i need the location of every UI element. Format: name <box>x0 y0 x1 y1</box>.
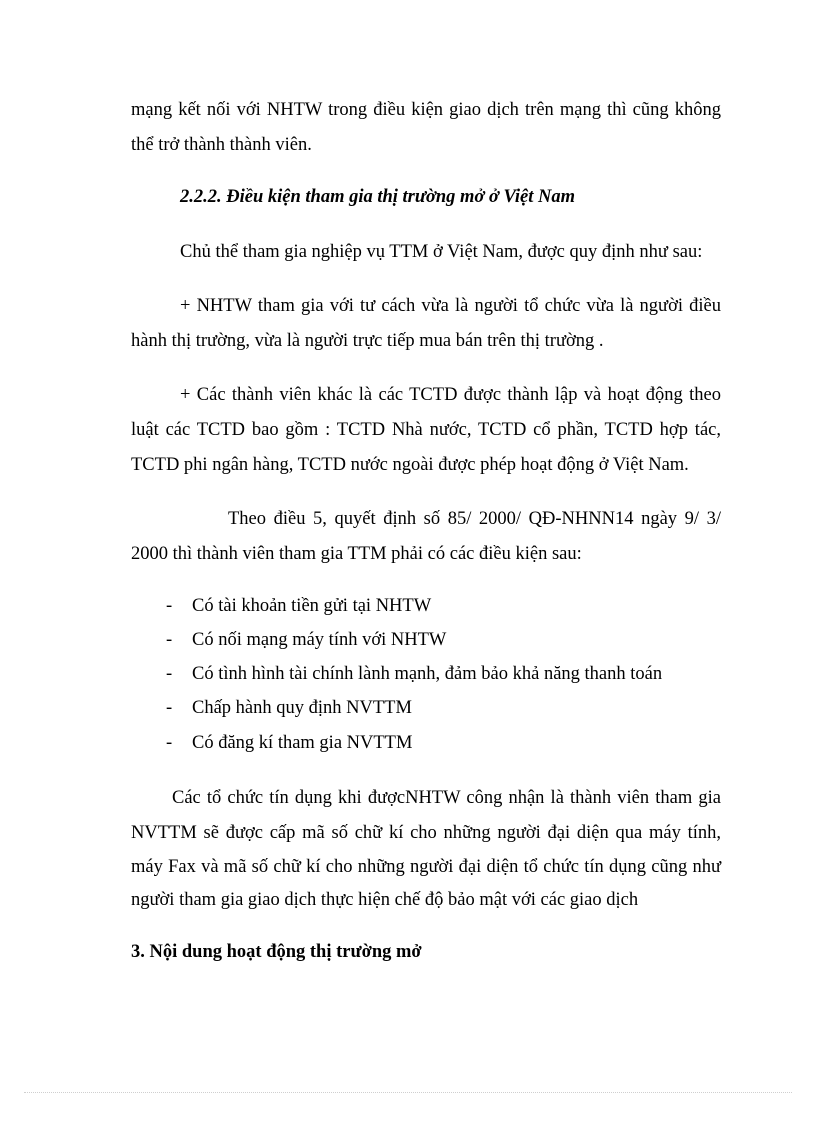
list-item <box>166 733 412 754</box>
para-intro-line-1: mạng kết nối với NHTW trong điều kiện giao dịch trên mạng thì cũng không <box>131 100 721 120</box>
list-item <box>166 698 412 719</box>
para-nhtw-line-2: hành thị trường, vừa là người trực tiếp mua bán trên thị trường . <box>131 331 604 351</box>
section-heading-3: 3. Nội dung hoạt động thị trường mở <box>131 942 422 962</box>
para-intro-line-2: thể trở thành thành viên. <box>131 135 312 155</box>
bullet-dash: - <box>166 664 173 684</box>
list-item <box>166 596 431 617</box>
para-credit-orgs-line-1: Các tổ chức tín dụng khi đượcNHTW công nhận là thành viên tham gia <box>172 788 721 808</box>
para-decision-line-2: 2000 thì thành viên tham gia TTM phải có các điều kiện sau: <box>131 544 582 564</box>
section-heading-2-2-2: 2.2.2. Điều kiện tham gia thị trường mở ở Việt Nam <box>180 187 575 207</box>
list-item-text: Có nối mạng máy tính với NHTW <box>192 630 447 650</box>
para-subjects-line-1: Chủ thể tham gia nghiệp vụ TTM ở Việt Nam, được quy định như sau: <box>180 242 703 262</box>
bullet-dash: - <box>166 630 173 650</box>
list-item <box>166 664 662 685</box>
list-item-text: Có tài khoản tiền gửi tại NHTW <box>192 596 432 616</box>
para-decision-line-1: Theo điều 5, quyết định số 85/ 2000/ QĐ-NHNN14 ngày 9/ 3/ <box>228 509 721 529</box>
list-item-text: Có tình hình tài chính lành mạnh, đảm bảo khả năng thanh toán <box>192 664 663 684</box>
list-item-text: Chấp hành quy định NVTTM <box>192 698 412 718</box>
para-members-line-1: + Các thành viên khác là các TCTD được thành lập và hoạt động theo <box>180 385 721 405</box>
page-footer-rule <box>24 1092 792 1093</box>
para-nhtw-line-1: + NHTW tham gia với tư cách vừa là người tổ chức vừa là người điều <box>180 296 721 316</box>
para-credit-orgs-line-4: người tham gia giao dịch thực hiện chế độ bảo mật với các giao dịch <box>131 890 639 910</box>
para-members-line-3: TCTD phi ngân hàng, TCTD nước ngoài được phép hoạt động ở Việt Nam. <box>131 455 689 475</box>
bullet-dash: - <box>166 698 173 718</box>
para-members-line-2: luật các TCTD bao gồm : TCTD Nhà nước, TCTD cổ phần, TCTD hợp tác, <box>131 420 721 440</box>
list-item <box>166 630 446 651</box>
list-item-text: Có đăng kí tham gia NVTTM <box>192 733 413 753</box>
bullet-dash: - <box>166 733 173 753</box>
para-credit-orgs-line-2: NVTTM sẽ được cấp mã số chữ kí cho những người đại diện qua máy tính, <box>131 823 721 843</box>
bullet-dash: - <box>166 596 173 616</box>
para-credit-orgs-line-3: máy Fax và mã số chữ kí cho những người đại diện tổ chức tín dụng cũng như <box>131 857 721 877</box>
